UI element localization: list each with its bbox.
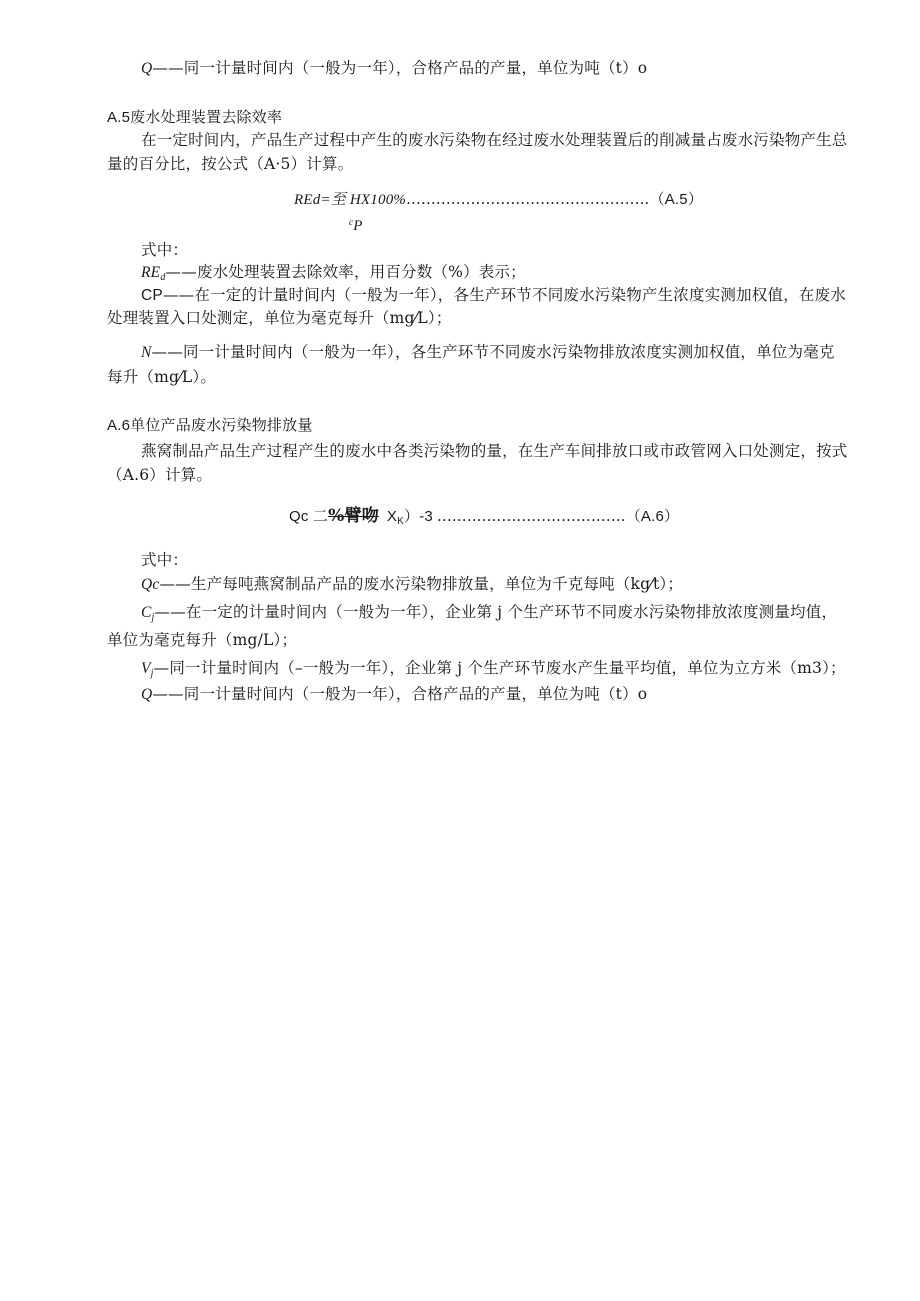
formula-a6 [289, 506, 679, 532]
formula-a6-tail: ）-3 [404, 508, 433, 525]
formula-a6-leader-dots: ...................................... [436, 507, 626, 525]
formula-a5-leader-dots: ................................................. [406, 190, 650, 208]
n-definition [141, 342, 835, 363]
cp-definition-text: ——在一定的计量时间内（一般为一年），各生产环节不同废水污染物产生浓度实测加权值，在废水 [162, 286, 846, 304]
n-definition-line2: 每升（mg⁄L）。 [107, 368, 217, 386]
a6-paragraph-line1: 燕窝制品产品生产过程产生的废水中各类污染物的量，在生产车间排放口或市政管网入口处测定，按式 [141, 442, 848, 460]
section-a5-heading [107, 107, 282, 128]
vj-definition-text: —同一计量时间内（–一般为一年），企业第 j 个生产环节废水产生量平均值，单位为立方米（m3）； [153, 659, 846, 677]
a5-paragraph-line1: 在一定时间内，产品生产过程中产生的废水污染物在经过废水处理装置后的削减量占废水污染物产生总 [141, 131, 848, 149]
formula-a6-reference: （A.6） [625, 508, 680, 525]
cj-definition [141, 602, 837, 628]
qc-symbol: Qc [141, 576, 160, 593]
section-a6-heading [107, 415, 313, 436]
formula-a6-left: Qc 二 [289, 508, 329, 525]
formula-a5-expression: REd=至 HX100% [294, 192, 407, 208]
cj-symbol: C [141, 604, 152, 621]
section-a6-title: 单位产品废水污染物排放量 [130, 416, 313, 434]
cp-definition [141, 285, 846, 306]
vj-symbol: V [141, 660, 151, 677]
a6-paragraph-line2: （A.6）计算。 [107, 466, 213, 484]
vj-definition [141, 658, 846, 684]
cj-definition-text: ——在一定的计量时间内（一般为一年），企业第 j 个生产环节不同废水污染物排放浓度测量均值， [154, 603, 838, 621]
q-symbol-bottom: Q [141, 686, 153, 703]
formula-a5-reference: （A.5） [649, 191, 704, 208]
a5-where-label: 式中： [141, 241, 189, 259]
qc-definition [141, 574, 683, 595]
q-symbol: Q [141, 60, 153, 77]
formula-a6-fraction: %臂吻 [328, 506, 379, 526]
red-subscript: d [160, 272, 166, 283]
a5-paragraph-line2: 量的百分比，按公式（A·5）计算。 [107, 155, 354, 173]
q-definition-top [141, 58, 647, 79]
red-symbol: RE [141, 264, 161, 281]
red-definition-text: ——废水处理装置去除效率，用百分数（%）表示； [165, 263, 526, 281]
cj-definition-line2: 单位为毫克每升（mg/L）； [107, 631, 298, 649]
q-definition-text: ——同一计量时间内（一般为一年），合格产品的产量，单位为吨（t）o [152, 59, 648, 77]
section-a6-number: A.6 [107, 417, 131, 434]
a6-where-label: 式中： [141, 551, 189, 569]
cp-symbol: CP [141, 287, 163, 304]
cj-subscript: j [151, 612, 155, 623]
formula-a5-denominator-prefix: c [349, 217, 354, 227]
section-a5-number: A.5 [107, 109, 131, 126]
cp-definition-line2: 处理装置入口处测定，单位为毫克每升（mg⁄L）； [107, 309, 452, 327]
formula-a5 [294, 189, 703, 210]
q-definition-bottom [141, 684, 647, 705]
qc-definition-text: ——生产每吨燕窝制品产品的废水污染物排放量，单位为千克每吨（kg⁄t）； [159, 575, 684, 593]
section-a5-title: 废水处理装置去除效率 [130, 108, 283, 126]
q-definition-bottom-text: ——同一计量时间内（一般为一年），合格产品的产量，单位为吨（t）o [152, 685, 648, 703]
formula-a6-x-subscript: K [397, 516, 404, 527]
formula-a5-denominator-symbol: P [353, 218, 363, 234]
formula-a5-denominator [349, 212, 363, 236]
formula-a6-x: X [386, 508, 398, 525]
n-definition-text: ——同一计量时间内（一般为一年），各生产环节不同废水污染物排放浓度实测加权值，单位为毫克 [151, 343, 835, 361]
vj-subscript: j [150, 668, 154, 679]
n-symbol: N [141, 344, 152, 361]
